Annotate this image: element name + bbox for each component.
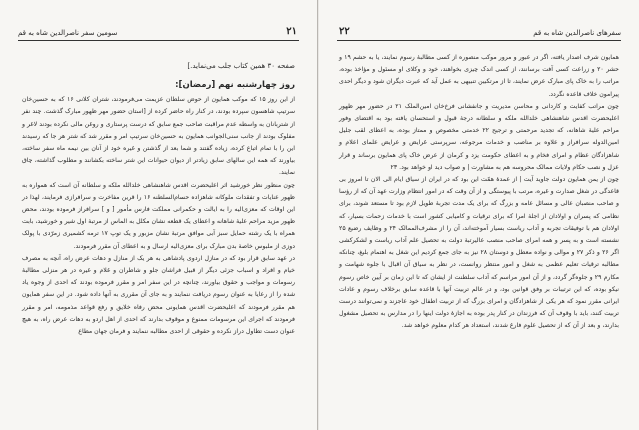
page-number: ۲۱ (286, 26, 297, 37)
page-number: ۲۲ (339, 26, 350, 37)
right-page-body (339, 52, 619, 420)
left-page-header (18, 28, 299, 41)
left-page-body (22, 60, 295, 420)
paragraph: در عهد سابق قرار بود که در منازل اردوی پادشاهی به هر یک از منازل و دهات عرض راه، آنچه به مصرف خیام و افراد و اسباب جزئی دیگر از قبیل فراشان جلو و شاطران و غلام و غیره در هر منزلی مطالبهٔ رسومات و مواجب و حقوق بیاورند، چنانچه در این سفر امر و مقرر فرموده بودند که احدی از وجوه یاد شده را از رعایا به عنوان رسوم دریافت ننمایند و به جای آن مقرری به آنها داده شود. در این سفر همایون هم مقرر فرمودند که اعلیحضرت اقدس همایونی محض رفاه خلایق و رفع قواعد مذمومه، امر و مقرر فرمودند که اجرای این مرسومات ممنوع و موقوف بدارند که احدی از اهل اردو به دهات عرض راه، به هیچ عنوان دست تطاول دراز نکرده و حقوقی از احدی مطالبه ننمایند و فرمان جهان مطاع (22, 254, 295, 336)
note-line: صفحه ۳۰ همین کتاب جلب می‌نماید.] (187, 62, 295, 70)
right-page-header (337, 28, 621, 41)
paragraph: چون از یمن همایون دولت جاوید آیت | از عمدهٔ همّت این بود که در ایران از سیاق ایام الی الان تا امروز بی قاعدگی در شغل صدارت و غیره، مرتب با پیوستگی و از آن وقت که در امور انتظام وزارت عهد آن که از رؤسا و صاحب منصبان عالی و مسائل عامه و بزرگ که برای یک مدت تجربهٔ طویل لازم بود تا مستعد شوند، برای نظامی که پسران و اولادان از اجلهٔ امرا که برای ترقیات و کامیابی کشور است با خدمات زحمات بسیار، که اولادان هم با توفیقات تجربه و آداب ریاست بسیار آموخته‌اند، آن را از مشرف‌الممالک ۲۴ و وظایف رضیع ۲۵ نشسته است و به پسر و همه امرای صاحب منصب عالیرتبهٔ دولت به تحصیل علم آداب ریاست و لشکرکشی اگر ۲۶ و ذکر ۲۷ و موالی و نواده معطل و دوستان ۲۸ نیز به جای جمع کردیم این شغل به اهتمام بلیغ، چنانکه مطالبه ترقیات تعلیم عظمی به شغل و امور منتظر روانست، در نظر به سیاق آن اقبال با جلوه شهامت و مکارم ۲۹ و جلوه‌گر گردد، و از آن امور مراسم که آداب سلطنت از ایشان که تا این زمان بر آیین خاص رسوم نیکو بوده، که این ترتیبات بر وفق قوانین بود، و در عالم تربیت آنها با قاعده سابق برخلاف رسوم و عادات ایرانی مقرر نمود که هر یکی از شاهزادگان و امرای بزرگ که از تربیت اطفال خود عاجزند و نمی‌توانند درست تربیت کنند، باید با وقوف آن که فرزندان در کنار پدر بوده به اجازهٔ دولت اینها را در مدارس به تحصیل مشغول بدارند، و بعد از آن که از تحصیل علوم فارغ شدند، استعداد هر کدام معلوم خواهد شد. (339, 176, 620, 330)
left-page (0, 0, 318, 430)
paragraph: همایون شرف اصدار یافته، اگر در عبور و مرور موکب منصوره از کسی مطالبهٔ رسوم نمایند، یا به حشم ۱۹ و حشر ۲۰ و زراعت کسی آفت برسانند، از کسی اندک چیزی بخواهند، خود و وکلای او مسئول و مؤاخذ بوده، مراتب را به خاک پای مبارک عرض نمایند، تا از مرتکبین تنبیهی به عمل آید که عبرت دیگران شود و دیگر احدی پیرامون خلاف قاعده نگردد. (339, 54, 619, 98)
right-page (319, 0, 639, 430)
running-title: سومین سفر ناصرالدین شاه به قم (18, 29, 118, 37)
running-title: سفرهای ناصرالدین شاه به قم (533, 29, 621, 37)
paragraph: چون مراتب کفایت و کاردانی و محاسن مدیریت و جانفشانی فرخ‌خان امین‌الملک ۲۱ در حضور مهر ظهور اعلیحضرت اقدس شاهنشاهی خلدالله ملکه و سلطانه درجهٔ قبول و استحسان یافته بود به اقتضای وفور مراحم علیهٔ شاهانه، که تجدید مرحمتی و ترجیح ۲۲ خدمتی مخصوص و ممتاز بوده، به اعطای لقب جلیل امین‌الدوله سرافراز و علاوه بر مناصب و خدمات مرجوعه، سرپرستی غرایض و عرایض علمای اعلام و شاهزادگان عظام و امرای فخام و به اعطای حکومت یزد و کرمان از عرض خاک پای همایون برساند و قرار عزل و نصب حکام ولایات ممالک محروسه هم به مشاورت | و صواب دید او خواهد بود. ۲۳ (339, 102, 619, 171)
paragraph: از این روز ۱۵ که موکب همایون از حوض سلطان عزیمت می‌فرمودند، شتران کلانی ۱۶ که به حسین‌خان سرتیپ شاهسون سپرده بودند، در کنار راه حاضر کرده از [استان حضور مهر ظهور مبارک گذشت. چند نفر از شتربانان به واسطه عدم مراقبت صاحب جمع سابق که درست پرستاری و روغن مالی نکرده بودند لاغر و مفلوک بودند از جانب سنی‌الجوانب همایون به حسین‌خان سرتیپ امر و مقرر شد که شتر هر جا که رسیدند این را با تمام اتباع کرده، زیاده گفتند و شما بعد از گذشتن و غیره خود از آنان بین نیمه ماه سفر ساخته، بیاورند که همه این سالهای سابق زیادتر از دیوان حیوانات این شتر ساخته بکشانند و مطلوب گذاشته، چاق نمایند. (22, 96, 296, 177)
paragraph: چون منظور نظر خورشید اثر اعلیحضرت اقدس شاهنشاهی خلدالله ملکه و سلطانه آن است که همواره به ظهور عنایات و تفقدات ملوکانه شاهزاده حسام‌السلطنه ۱۶ را قرین مفاخرت و سرافرازی فرمایند، لهذا در این اوقات که معزی‌الیه را به ایالت و حکمرانی مملکت فارس مأمور [ و ] سرافراز فرموده بودند، محض ظهور مزید مراحم علیهٔ شاهانه و اعطای یک قطعه نشان مکلل به الماس از مرتبهٔ اول شیر و خورشید، بابت همراه با یک رشته حمایل سبز آبی موافق مرتبهٔ نشان مزبور و یک توپ ۱۷ ترمه کشمیری زمرّدی با پولک دوزی از ملبوس خاصهٔ بدن مبارک برای معزی‌الیه ارسال و به اعطای آن مقرر فرمودند. (22, 181, 295, 250)
section-heading: روز چهارشنبه نهم [رمضان]: (175, 80, 295, 91)
